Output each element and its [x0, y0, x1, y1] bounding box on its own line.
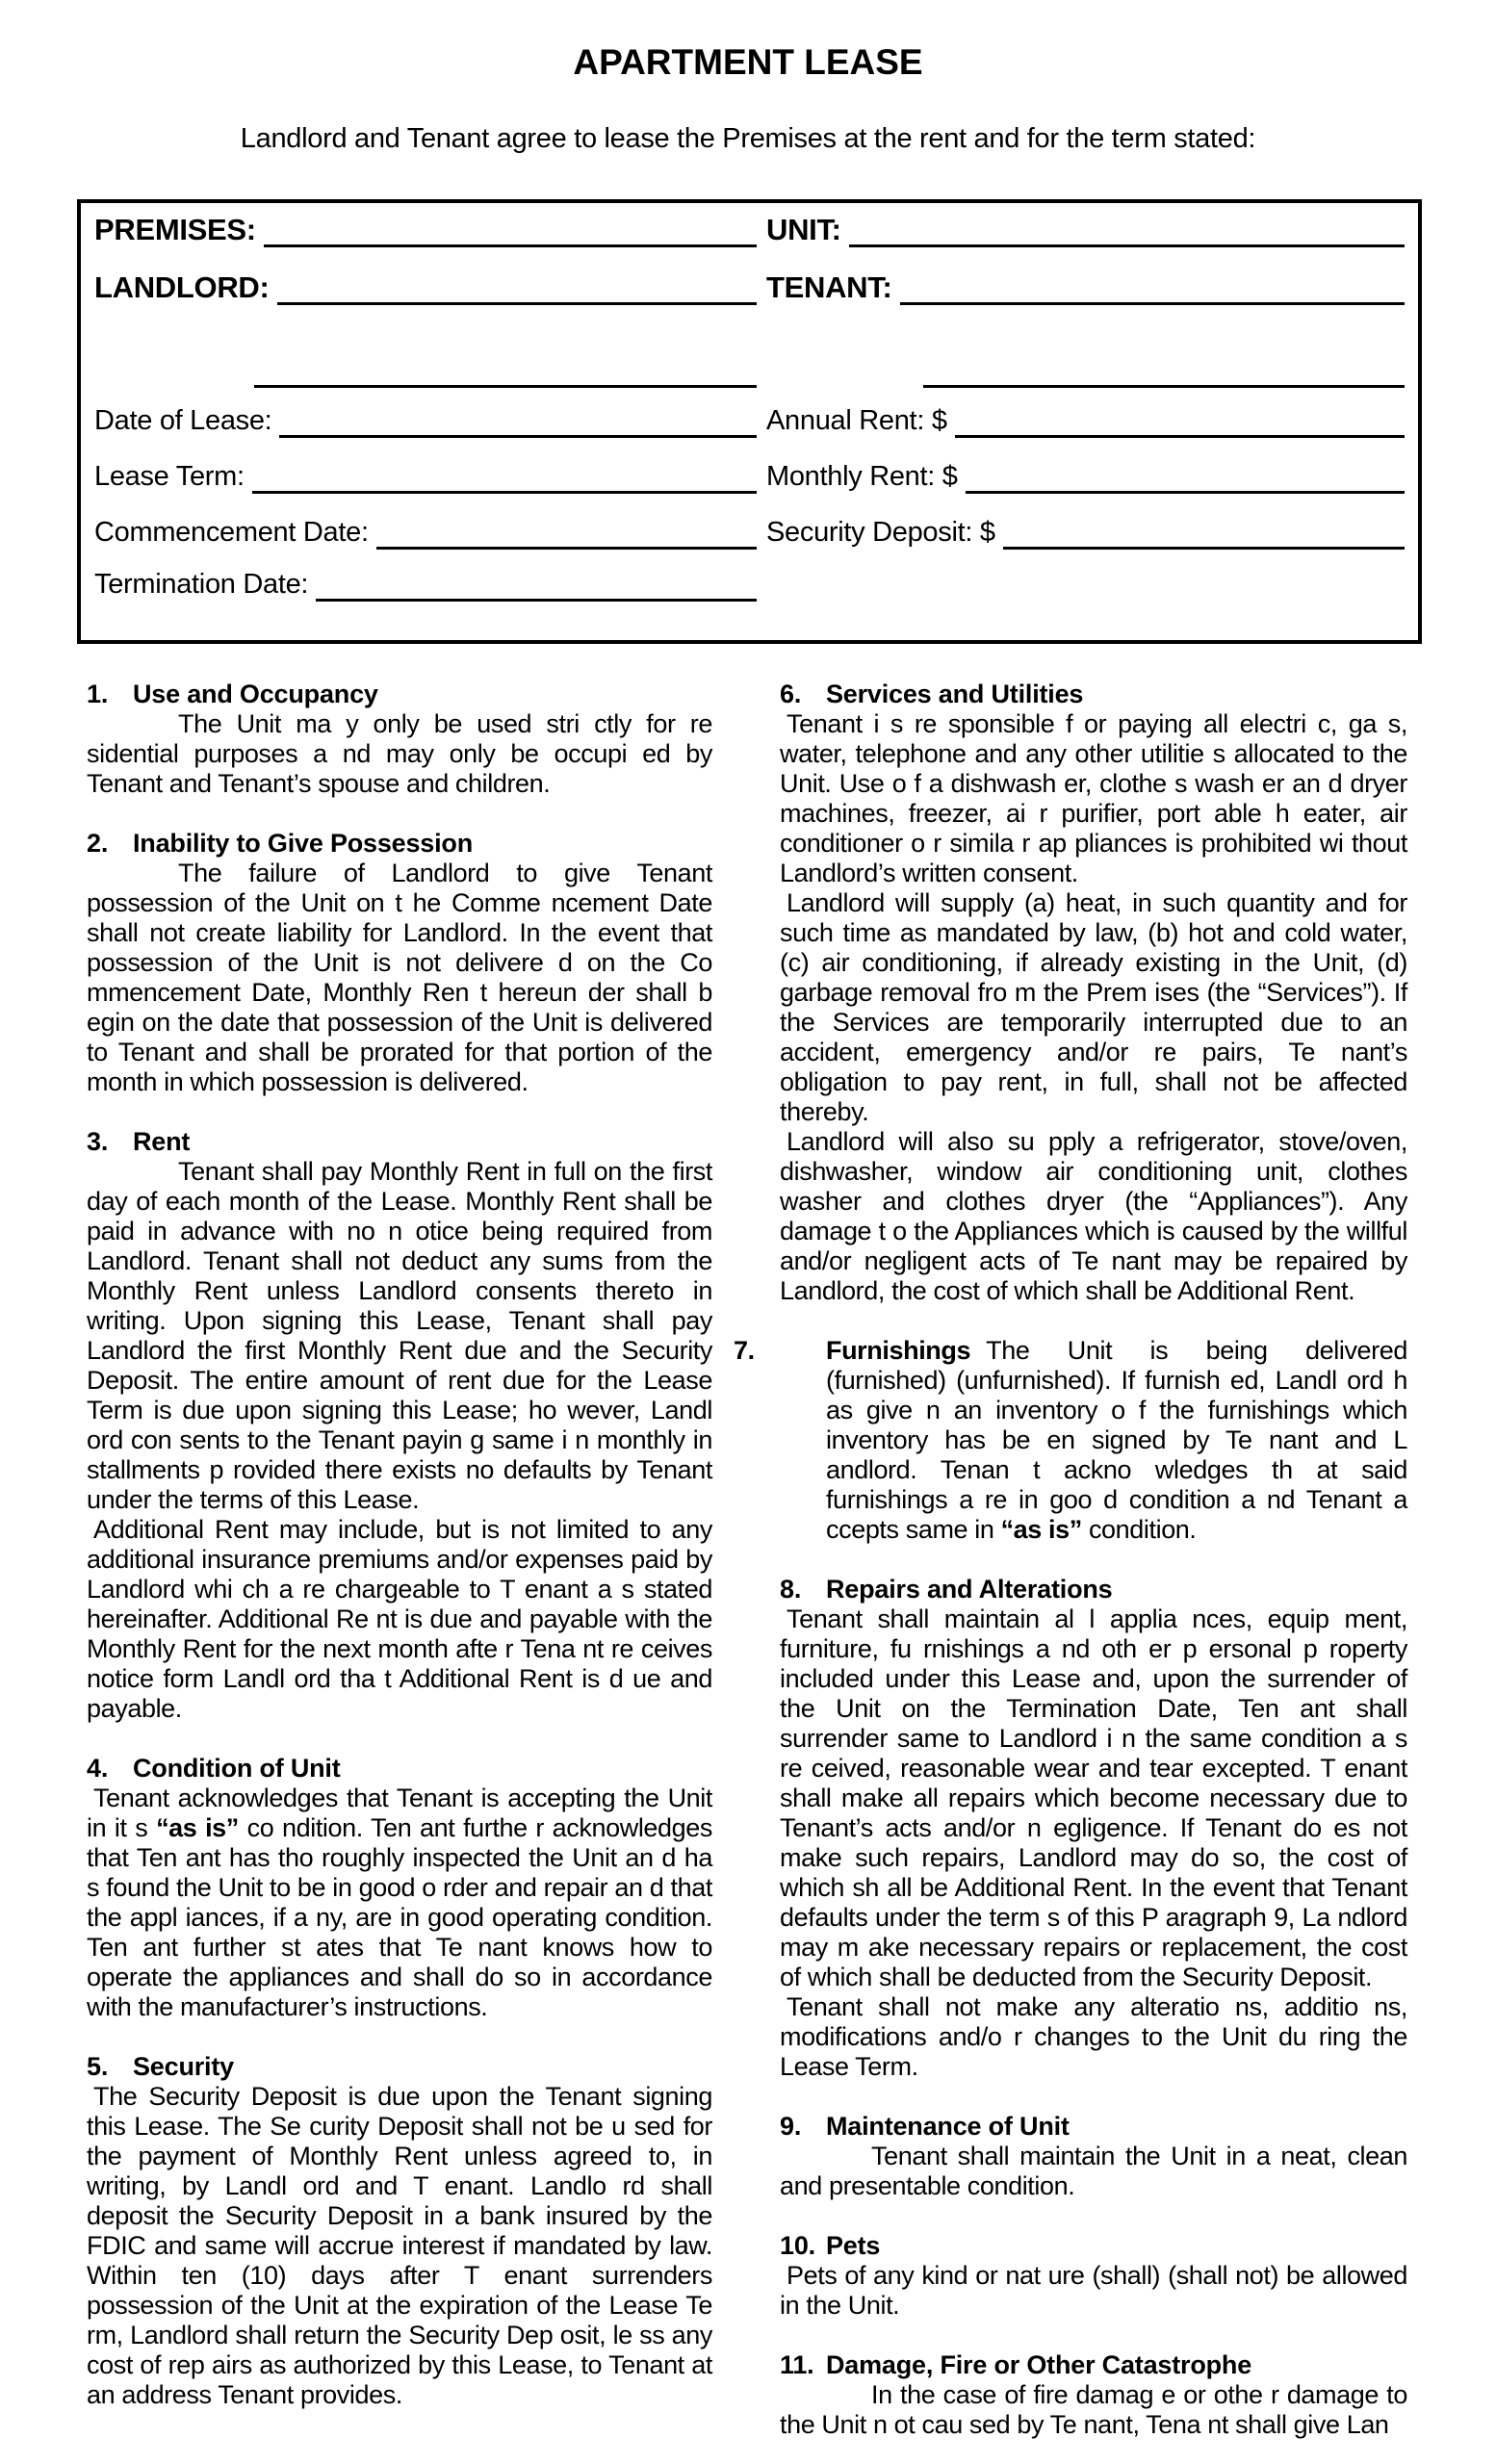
lease-summary-box [77, 199, 1422, 644]
tenant-label: TENANT: [766, 270, 892, 304]
section-number: 8. [780, 1575, 802, 1604]
paragraph [780, 2261, 1407, 2321]
section-title: Security [133, 2052, 234, 2081]
termination-date-label: Termination Date: [94, 569, 309, 600]
paragraph [87, 1157, 712, 1515]
spacer [94, 353, 246, 388]
lease-term-field [94, 459, 757, 494]
paragraph [780, 1992, 1407, 2082]
section-heading [780, 2112, 1407, 2142]
section-number: 4. [87, 1754, 109, 1783]
section-heading [87, 680, 712, 709]
column-left [87, 680, 712, 2440]
text-segment: Tenant shall maintain the Unit in a neat, clean and presentable condition. [780, 2142, 1407, 2200]
paragraph [87, 1784, 712, 2022]
text-segment: Landlord will also su pply a refrigerator, stove/oven, dishwasher, window air conditioning unit, clothes washer and clothes dryer (the “Appliances”). Any damage t o the Appliances which is caused by the willful and/or negligent acts of Te nant may be repaired by Landlord, the cost of which shall be Additional Rent. [780, 1127, 1407, 1305]
commencement-date-label: Commencement Date: [94, 517, 369, 548]
lease-term-label: Lease Term: [94, 461, 245, 492]
section-8 [780, 1575, 1407, 2082]
section-title: Rent [133, 1127, 191, 1156]
section-7 [734, 1336, 1407, 1545]
form-row-date-annualrent [94, 403, 1405, 438]
text-segment: Tenant shall not make any alteratio ns, additio ns, modifications and/o r changes to the Unit du ring the Lease Term. [780, 1992, 1407, 2081]
section-heading [780, 2350, 1407, 2380]
text-segment: Tenant shall pay Monthly Rent in full on the first day of each month of the Lease. Monthly Rent shall be paid in advance with no n otice being required from Landlord. Tenant shall not deduct any sums from the Monthly Rent unless Landlord consents thereto in writing. Upon signing this Lease, Tenant shall pay Landlord the first Monthly Rent due and the Security Deposit. The entire amount of rent due for the Lease Term is due upon signing this Lease; ho wever, Landl ord con sents to the Tenant payin g same i n monthly in stallments p rovided there exists no defaults by Tenant under the terms of this Lease. [87, 1157, 712, 1514]
tenant-field-line2 [766, 353, 1405, 388]
two-column-body [87, 680, 1407, 2440]
section-6 [780, 680, 1407, 1306]
section-heading [87, 1127, 712, 1157]
tenant-input-line[interactable] [900, 270, 1406, 305]
paragraph [87, 709, 712, 799]
text-segment: In the case of fire damag e or othe r damage to the Unit n ot cau sed by Te nant, Tena nt shall give Lan [780, 2380, 1407, 2439]
column-right [734, 680, 1407, 2440]
section-10 [780, 2231, 1407, 2321]
section-11 [780, 2350, 1407, 2440]
paragraph [87, 859, 712, 1097]
section-2 [87, 829, 712, 1097]
section-title: Condition of Unit [133, 1754, 341, 1783]
section-title: Inability to Give Possession [133, 829, 474, 858]
text-segment: The failure of Landlord to give Tenant possession of the Unit on t he Comme ncement Date shall not create liability for Landlord. In the event that possession of the Unit is not delivere d on the Co mmencement Date, Monthly Ren t hereun der shall b egin on the date that possession of the Unit is delivered to Tenant and shall be prorated for that portion of the month in which possession is delivered. [87, 859, 712, 1096]
termination-date-field [94, 567, 757, 602]
section-title: Furnishings [826, 1336, 971, 1365]
landlord-field [94, 270, 757, 305]
section-number: 2. [87, 829, 109, 858]
termination-date-input-line[interactable] [316, 567, 757, 602]
text-segment: Additional Rent may include, but is not limited to any additional insurance premiums and/or expenses paid by Landlord whi ch a re chargeable to T enant a s stated hereinafter. Additional Re nt is due and payable with the Monthly Rent for the next month afte r Tena nt re ceives notice form Landl ord tha t Additional Rent is d ue and payable. [87, 1515, 712, 1723]
text-segment: Tenant i s re sponsible f or paying all electri c, ga s, water, telephone and any other utilitie s allocated to the Unit. Use o f a dishwash er, clothe s wash er an d dryer machines, freezer, ai r purifier, port able h eater, air conditioner o r simila r ap pliances is prohibited wi thout Landlord’s written consent. [780, 709, 1407, 887]
section-heading [87, 1754, 712, 1784]
form-row-term-monthlyrent [94, 459, 1405, 494]
text-segment: Pets of any kind or nat ure (shall) (shall not) be allowed in the Unit. [780, 2261, 1407, 2320]
text-segment: Tenant acknowledges that Tenant is accepting the Unit in it s [87, 1784, 712, 1842]
monthly-rent-label: Monthly Rent: $ [766, 461, 958, 492]
text-segment: condition. [1081, 1515, 1197, 1544]
security-deposit-input-line[interactable] [1003, 515, 1405, 550]
paragraph [780, 1127, 1407, 1306]
document-subtitle: Landlord and Tenant agree to lease the Premises at the rent and for the term stated: [240, 123, 1256, 154]
section-heading [780, 1575, 1407, 1604]
section-heading [87, 2052, 712, 2082]
text-segment: The Unit ma y only be used stri ctly for re sidential purposes a nd may only be occupi ed by Tenant and Tenant’s spouse and children. [87, 709, 712, 798]
section-number: 7. [734, 1336, 755, 1365]
text-segment: The Security Deposit is due upon the Tenant signing this Lease. The Se curity Deposit shall not be u sed for the payment of Monthly Rent unless agreed to, in writing, by Landl ord and T enant. Landlo rd shall deposit the Security Deposit in a bank insured by the FDIC and same will accrue interest if mandated by law. Within ten (10) days after T enant surrenders possession of the Unit at the expiration of the Lease Te rm, Landlord shall return the Security Dep osit, le ss any cost of rep airs as authorized by this Lease, to Tenant at an address Tenant provides. [87, 2082, 712, 2409]
form-row-premises-unit [94, 213, 1405, 247]
section-1 [87, 680, 712, 799]
tenant-field [766, 270, 1405, 305]
form-row-landlord-tenant [94, 270, 1405, 305]
section-heading [780, 2231, 1407, 2261]
paragraph [780, 2380, 1407, 2440]
section-heading-paragraph [734, 1336, 1407, 1545]
section-number: 10. [780, 2231, 815, 2260]
section-heading [87, 829, 712, 859]
annual-rent-label: Annual Rent: $ [766, 405, 947, 436]
monthly-rent-field [766, 459, 1405, 494]
section-title: Pets [826, 2231, 881, 2260]
section-title: Damage, Fire or Other Catastrophe [826, 2350, 1252, 2379]
premises-field [94, 213, 757, 247]
section-number: 6. [780, 680, 802, 708]
paragraph [780, 709, 1407, 888]
annual-rent-input-line[interactable] [955, 403, 1405, 438]
premises-label: PREMISES: [94, 213, 256, 246]
section-number: 5. [87, 2052, 109, 2081]
commencement-date-input-line[interactable] [376, 515, 757, 550]
landlord-input-line[interactable] [277, 270, 757, 305]
section-3 [87, 1127, 712, 1724]
form-row-commencement-deposit [94, 515, 1405, 550]
monthly-rent-input-line[interactable] [966, 459, 1405, 494]
form-row-continuation-lines [94, 353, 1405, 388]
landlord-field-line2 [94, 353, 757, 388]
section-5 [87, 2052, 712, 2410]
unit-field [766, 213, 1405, 247]
section-number: 3. [87, 1127, 109, 1156]
text-segment: Landlord will supply (a) heat, in such quantity and for such time as mandated by law, (b) hot and cold water, (c) air conditioning, if already existing in the Unit, (d) garbage removal fro m the Prem ises (the “Services”). If the Services are temporarily interrupted due to an accident, emergency and/or re pairs, Te nant’s obligation to pay rent, in full, shall not be affected thereby. [780, 888, 1407, 1126]
tenant-input-line2[interactable] [923, 353, 1405, 388]
section-number: 9. [780, 2112, 802, 2141]
text-segment: The Unit is being delivered (furnished) (unfurnished). If furnish ed, Landl ord h as give n an inventory o f the furnishings which inventory has be en signed by Te nant and L andlord. Tenan t ackno wledges th at said furnishings a re in goo d condition a nd Tenant a ccepts same in [826, 1336, 1407, 1544]
document-title: APARTMENT LEASE [573, 42, 923, 82]
date-of-lease-label: Date of Lease: [94, 405, 272, 436]
paragraph [780, 1604, 1407, 1992]
section-heading [780, 680, 1407, 709]
premises-input-line[interactable] [264, 213, 757, 247]
section-4 [87, 1754, 712, 2022]
text-segment: Tenant shall maintain al l applia nces, equip ment, furniture, fu rnishings a nd oth er p ersonal p roperty included under this Lease and, upon the surrender of the Unit on the Termination Date, Ten ant shall surrender same to Landlord i n the same condition a s re ceived, reasonable wear and tear excepted. T enant shall make all repairs which become necessary due to Tenant’s acts and/or n egligence. If Tenant do es not make such repairs, Landlord may do so, the cost of which sh all be Additional Rent. In the event that Tenant defaults under the term s of this P aragraph 9, La ndlord may m ake necessary repairs or replacement, the cost of which shall be deducted from the Security Deposit. [780, 1604, 1407, 1991]
annual-rent-field [766, 403, 1405, 438]
text-segment: co ndition. Ten ant furthe r acknowledges that Ten ant has tho roughly inspected the Unit an d ha s found the Unit to be in good o rder and repair an d that the appl iances, if a ny, are in good operating condition. Ten ant further st ates that Te nant knows how to operate the appliances and shall do so in accordance with the manufacturer’s instructions. [87, 1813, 712, 2021]
form-row-termination [94, 567, 1405, 602]
paragraph [87, 1515, 712, 1724]
section-title: Services and Utilities [826, 680, 1084, 708]
unit-label: UNIT: [766, 213, 841, 246]
section-number: 1. [87, 680, 109, 708]
security-deposit-field [766, 515, 1405, 550]
section-9 [780, 2112, 1407, 2201]
unit-input-line[interactable] [849, 213, 1405, 247]
date-of-lease-field [94, 403, 757, 438]
section-title: Use and Occupancy [133, 680, 378, 708]
paragraph [780, 2142, 1407, 2201]
section-number: 11. [780, 2350, 814, 2379]
paragraph [780, 888, 1407, 1127]
landlord-input-line2[interactable] [254, 353, 757, 388]
section-title: Repairs and Alterations [826, 1575, 1113, 1604]
lease-term-input-line[interactable] [252, 459, 757, 494]
security-deposit-label: Security Deposit: $ [766, 517, 995, 548]
paragraph [87, 2082, 712, 2410]
date-of-lease-input-line[interactable] [279, 403, 757, 438]
section-title: Maintenance of Unit [826, 2112, 1070, 2141]
bold-text-segment: “as is” [156, 1813, 239, 1842]
spacer [766, 353, 916, 388]
commencement-date-field [94, 515, 757, 550]
bold-text-segment: “as is” [1000, 1515, 1082, 1544]
landlord-label: LANDLORD: [94, 270, 270, 304]
